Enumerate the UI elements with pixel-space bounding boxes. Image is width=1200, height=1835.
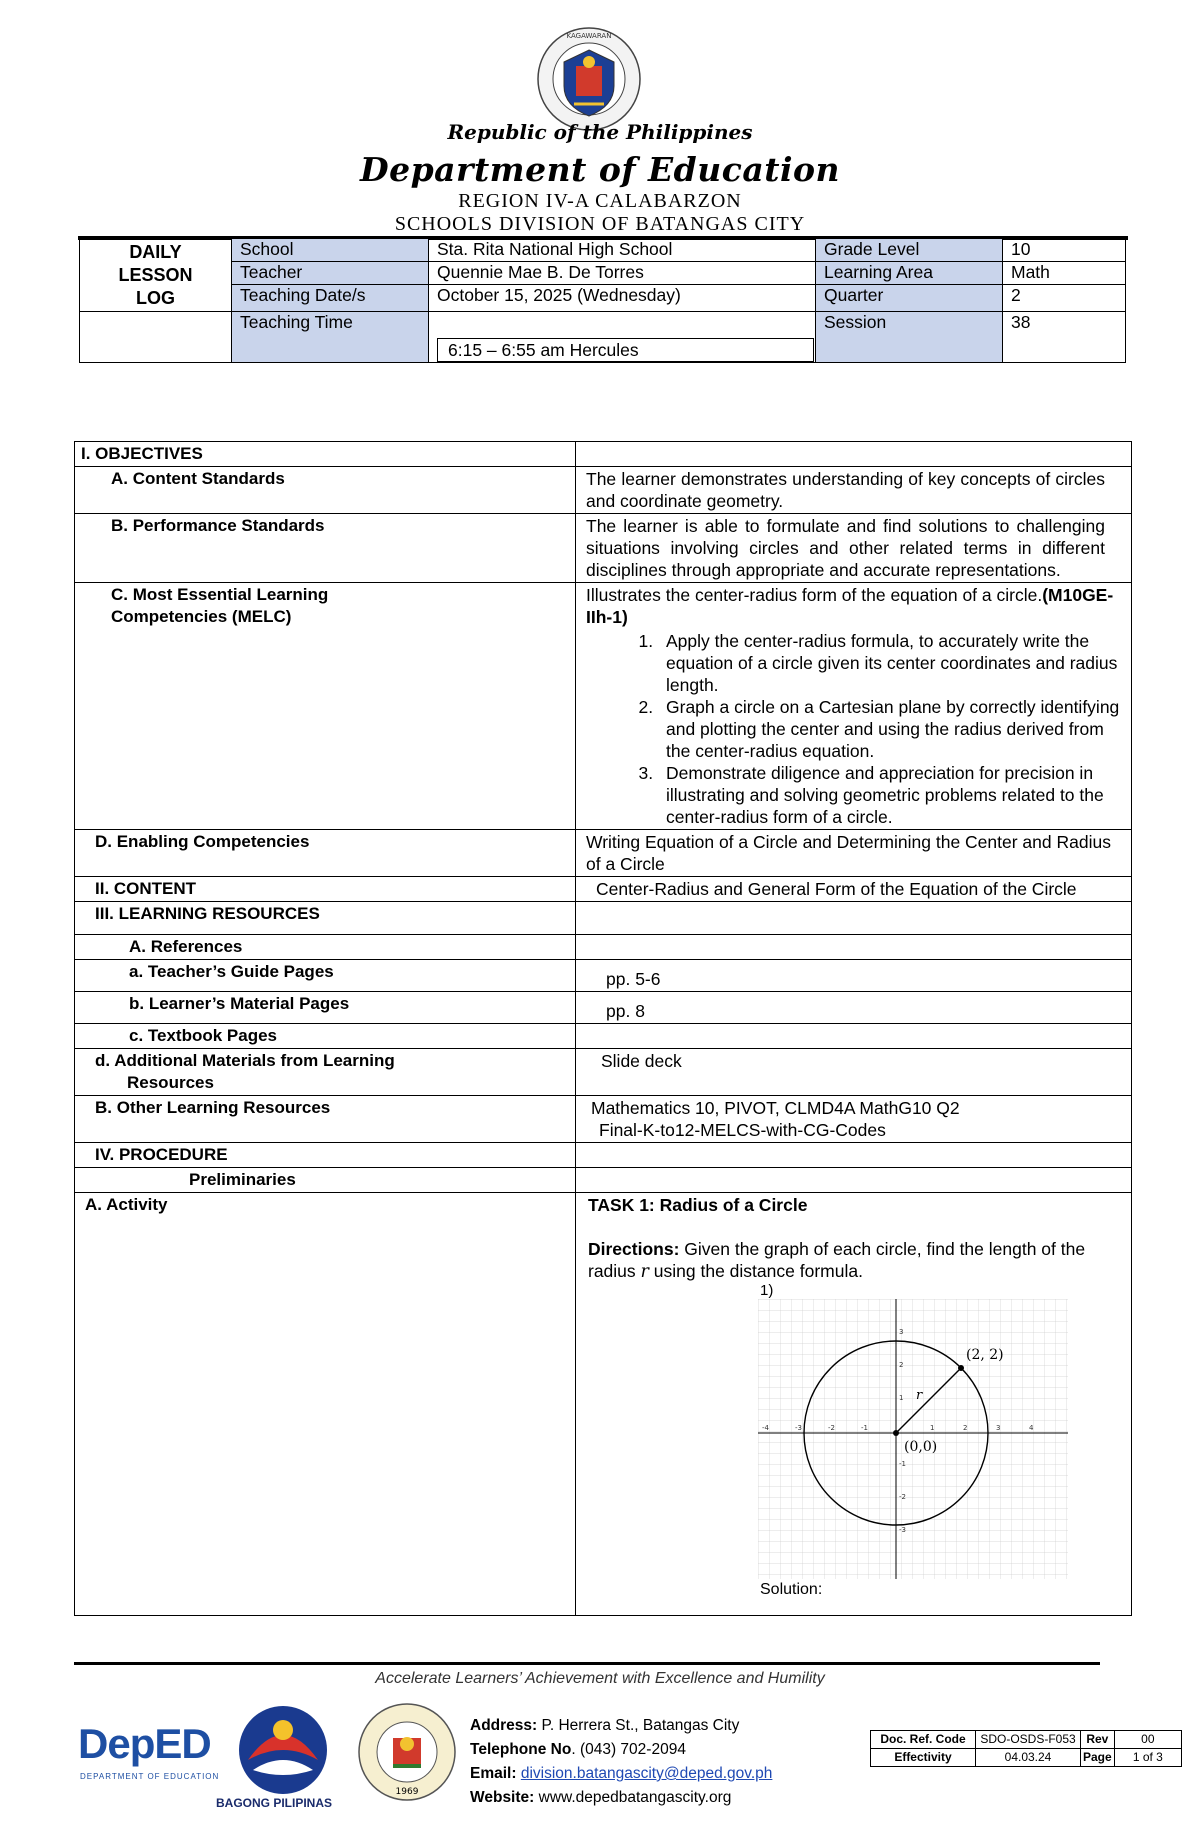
email-label: Email: bbox=[470, 1765, 517, 1782]
melc-label-line: C. Most Essential Learning bbox=[111, 585, 329, 604]
solution-label: Solution: bbox=[760, 1581, 823, 1598]
date-label: Teaching Date/s bbox=[232, 285, 429, 312]
content-value: Center-Radius and General Form of the Equation of the Circle bbox=[576, 877, 1132, 902]
address-line bbox=[470, 1714, 772, 1738]
bagong-pilipinas-logo bbox=[228, 1700, 338, 1800]
learners-material-value: pp. 8 bbox=[576, 992, 1132, 1024]
point-a bbox=[958, 1365, 964, 1371]
content-standards-label: A. Content Standards bbox=[75, 467, 576, 514]
directions-var: r bbox=[640, 1262, 649, 1282]
performance-standards-label: B. Performance Standards bbox=[75, 514, 576, 583]
activity-value bbox=[576, 1193, 1132, 1616]
dll-title bbox=[80, 239, 232, 312]
directions-label: Directions: bbox=[588, 1239, 680, 1259]
address-value: P. Herrera St., Batangas City bbox=[541, 1717, 740, 1734]
svg-text:-3: -3 bbox=[899, 1526, 906, 1534]
additional-materials-value: Slide deck bbox=[576, 1049, 1132, 1096]
deped-logo: DepED bbox=[78, 1720, 211, 1767]
additional-materials-line: Resources bbox=[127, 1073, 214, 1092]
svg-text:-1: -1 bbox=[899, 1460, 906, 1468]
session-label: Session bbox=[816, 312, 1003, 363]
session-value: 38 bbox=[1003, 312, 1126, 363]
resources-value bbox=[576, 902, 1132, 935]
point-a-label: (2, 2) bbox=[966, 1347, 1004, 1363]
deped-logo-subtitle: DEPARTMENT OF EDUCATION bbox=[80, 1772, 220, 1781]
phone-value: . (043) 702-2094 bbox=[571, 1741, 686, 1758]
phone-line bbox=[470, 1738, 772, 1762]
item-number: 1) bbox=[760, 1282, 774, 1299]
rev-value: 00 bbox=[1114, 1731, 1181, 1749]
website-line bbox=[470, 1786, 772, 1810]
activity-label: A. Activity bbox=[75, 1193, 576, 1616]
email-line bbox=[470, 1762, 772, 1786]
additional-materials-line: d. Additional Materials from Learning bbox=[95, 1051, 395, 1070]
directions-text bbox=[588, 1238, 1125, 1283]
svg-text:-3: -3 bbox=[795, 1424, 802, 1432]
rev-label: Rev bbox=[1081, 1731, 1115, 1749]
references-label: A. References bbox=[75, 935, 576, 960]
school-label: School bbox=[232, 239, 429, 262]
effectivity-label: Effectivity bbox=[871, 1749, 976, 1767]
page-label: Page bbox=[1081, 1749, 1115, 1767]
doc-ref-value: SDO-OSDS-F053 bbox=[976, 1731, 1081, 1749]
time-label: Teaching Time bbox=[232, 312, 429, 363]
melc-text: Illustrates the center-radius form of the equation of a circle. bbox=[586, 585, 1043, 605]
teachers-guide-label: a. Teacher’s Guide Pages bbox=[75, 960, 576, 992]
grade-value: 10 bbox=[1003, 239, 1126, 262]
deped-seal bbox=[536, 26, 642, 132]
bagong-pilipinas-text: BAGONG PILIPINAS bbox=[216, 1796, 333, 1810]
quarter-label: Quarter bbox=[816, 285, 1003, 312]
preliminaries-label: Preliminaries bbox=[75, 1168, 576, 1193]
svg-text:-4: -4 bbox=[762, 1424, 769, 1432]
phone-label: Telephone No bbox=[470, 1741, 572, 1758]
point-o bbox=[893, 1430, 899, 1436]
dll-title-line: LESSON bbox=[118, 264, 193, 285]
footer-rule bbox=[74, 1662, 1100, 1665]
melc-list bbox=[586, 630, 1121, 828]
other-resource-line: Final-K-to12-MELCS-with-CG-Codes bbox=[599, 1120, 886, 1140]
svg-text:1: 1 bbox=[930, 1424, 935, 1432]
other-resources-value bbox=[576, 1096, 1132, 1143]
svg-text:-1: -1 bbox=[861, 1424, 868, 1432]
directions-end: using the distance formula. bbox=[653, 1261, 863, 1281]
circle-graph bbox=[758, 1299, 1068, 1579]
republic-heading: Republic of the Philippines bbox=[447, 120, 753, 144]
melc-value bbox=[576, 583, 1132, 830]
motto: Accelerate Learners’ Achievement with Excellence and Humility bbox=[375, 1670, 825, 1687]
division-heading: SCHOOLS DIVISION OF BATANGAS CITY bbox=[394, 213, 806, 235]
svg-text:3: 3 bbox=[899, 1328, 904, 1336]
task-title: TASK 1: Radius of a Circle bbox=[588, 1195, 808, 1215]
document-reference-table bbox=[870, 1730, 1182, 1767]
melc-code: (M10GE-IIh-1) bbox=[586, 585, 1114, 627]
contact-block bbox=[470, 1714, 772, 1810]
textbook-label: c. Textbook Pages bbox=[75, 1024, 576, 1049]
radius-label: r bbox=[916, 1388, 923, 1403]
other-resources-label: B. Other Learning Resources bbox=[75, 1096, 576, 1143]
teacher-value: Quennie Mae B. De Torres bbox=[429, 262, 816, 285]
time-value: 6:15 – 6:55 am Hercules bbox=[437, 338, 814, 362]
teacher-label: Teacher bbox=[232, 262, 429, 285]
teachers-guide-value: pp. 5-6 bbox=[576, 960, 1132, 992]
sdo-year: 1969 bbox=[395, 1787, 419, 1797]
melc-item: 2. Graph a circle on a Cartesian plane by correctly identifying and plotting the center and using the radius derived from the center-radius equation. bbox=[658, 696, 1121, 762]
lesson-plan-table bbox=[74, 441, 1132, 1616]
website-link[interactable]: www.depedbatangascity.org bbox=[538, 1789, 732, 1806]
enabling-value: Writing Equation of a Circle and Determining the Center and Radius of a Circle bbox=[576, 830, 1132, 877]
area-label: Learning Area bbox=[816, 262, 1003, 285]
resources-label: III. LEARNING RESOURCES bbox=[75, 902, 576, 935]
dll-title-line: DAILY bbox=[129, 241, 182, 262]
svg-text:-2: -2 bbox=[899, 1493, 906, 1501]
objectives-value bbox=[576, 442, 1132, 467]
procedure-label: IV. PROCEDURE bbox=[75, 1143, 576, 1168]
other-resource-line: Mathematics 10, PIVOT, CLMD4A MathG10 Q2 bbox=[591, 1098, 960, 1118]
content-label: II. CONTENT bbox=[75, 877, 576, 902]
melc-item: 1. Apply the center-radius formula, to accurately write the equation of a circle given its center coordinates and radius length. bbox=[658, 630, 1121, 696]
address-label: Address: bbox=[470, 1717, 538, 1734]
directions-body: Given the graph of each circle, find the length of the radius bbox=[588, 1239, 1086, 1281]
procedure-value bbox=[576, 1143, 1132, 1168]
grade-label: Grade Level bbox=[816, 239, 1003, 262]
doc-ref-label: Doc. Ref. Code bbox=[871, 1731, 976, 1749]
svg-text:-2: -2 bbox=[828, 1424, 835, 1432]
time-cell bbox=[429, 312, 816, 363]
effectivity-value: 04.03.24 bbox=[976, 1749, 1081, 1767]
area-value: Math bbox=[1003, 262, 1126, 285]
melc-label-line: Competencies (MELC) bbox=[111, 607, 292, 626]
svg-text:4: 4 bbox=[1029, 1424, 1034, 1432]
svg-text:3: 3 bbox=[996, 1424, 1001, 1432]
performance-standards-value: The learner is able to formulate and find solutions to challenging situations involving circles and other related terms in different disciplines through appropriate and accurate representations. bbox=[576, 514, 1132, 583]
email-link[interactable]: division.batangascity@deped.gov.ph bbox=[520, 1765, 773, 1782]
references-value bbox=[576, 935, 1132, 960]
svg-text:2: 2 bbox=[899, 1361, 904, 1369]
point-o-label: (0,0) bbox=[904, 1439, 938, 1455]
department-heading: Department of Education bbox=[359, 150, 840, 189]
objectives-heading: I. OBJECTIVES bbox=[75, 442, 576, 467]
website-label: Website: bbox=[470, 1789, 535, 1806]
page-value: 1 of 3 bbox=[1114, 1749, 1181, 1767]
date-value: October 15, 2025 (Wednesday) bbox=[429, 285, 816, 312]
enabling-label: D. Enabling Competencies bbox=[75, 830, 576, 877]
textbook-value bbox=[576, 1024, 1132, 1049]
melc-item: 3. Demonstrate diligence and appreciation for precision in illustrating and solving geometric problems related to the center-radius form of a circle. bbox=[658, 762, 1121, 828]
sdo-batangas-logo bbox=[357, 1702, 457, 1802]
preliminaries-value bbox=[576, 1168, 1132, 1193]
content-standards-value: The learner demonstrates understanding of key concepts of circles and coordinate geometry. bbox=[576, 467, 1132, 514]
learners-material-label: b. Learner’s Material Pages bbox=[75, 992, 576, 1024]
svg-text:1: 1 bbox=[899, 1394, 904, 1402]
melc-label bbox=[75, 583, 576, 830]
empty-cell bbox=[80, 312, 232, 363]
additional-materials-label bbox=[75, 1049, 576, 1096]
dll-info-table bbox=[79, 238, 1126, 363]
region-heading: REGION IV-A CALABARZON bbox=[458, 190, 742, 212]
svg-text:KAGAWARAN: KAGAWARAN bbox=[566, 32, 612, 40]
quarter-value: 2 bbox=[1003, 285, 1126, 312]
dll-title-line: LOG bbox=[136, 287, 175, 308]
svg-text:2: 2 bbox=[963, 1424, 968, 1432]
school-value: Sta. Rita National High School bbox=[429, 239, 816, 262]
